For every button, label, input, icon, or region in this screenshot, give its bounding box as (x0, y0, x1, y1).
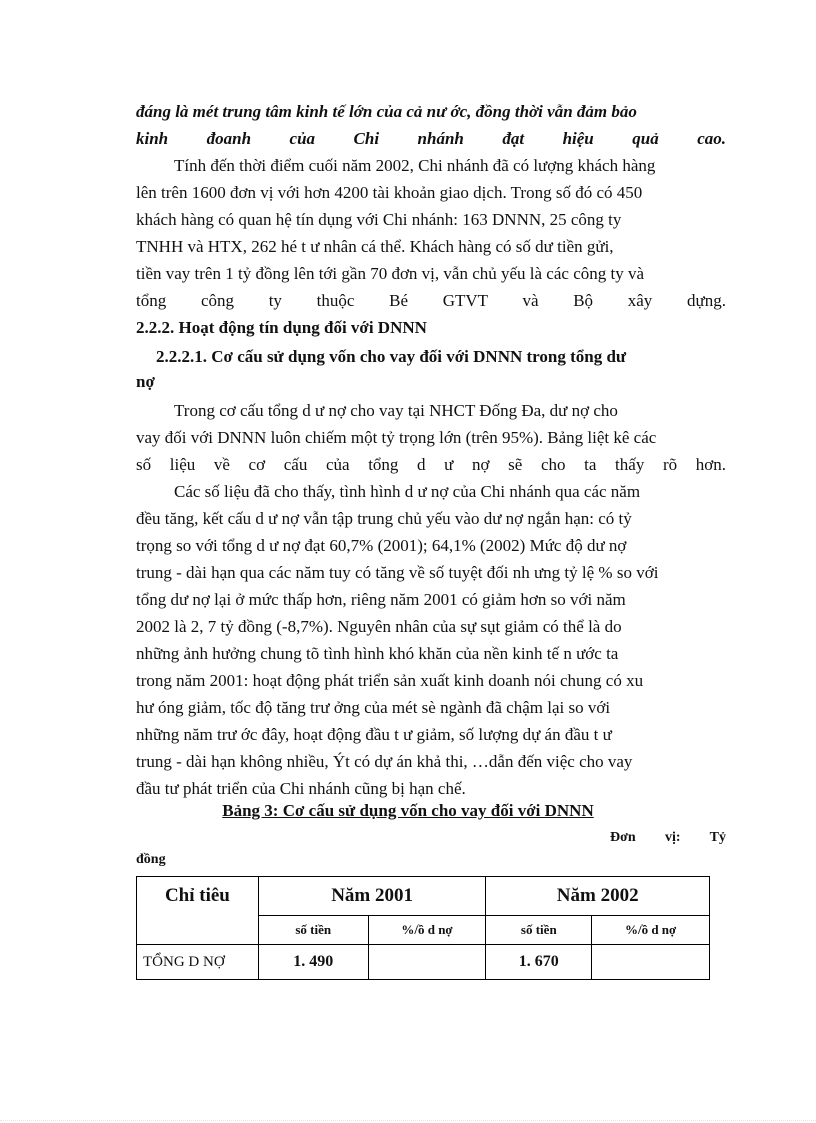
subheader-percent: %/ồ d nợ (592, 916, 710, 945)
subheader-amount: số tiền (258, 916, 368, 945)
text-line: trung - dài hạn qua các năm tuy có tăng về số tuyệt đối nh ưng tỷ lệ % so với (136, 563, 659, 582)
subheader-percent: %/ồ d nợ (368, 916, 486, 945)
header-year-2002: Năm 2002 (486, 877, 710, 916)
text-line: 2002 là 2, 7 tỷ đồng (-8,7%). Nguyên nhân của sự sụt giảm có thể là do (136, 617, 622, 636)
text-line: lên trên 1600 đơn vị với hơn 4200 tài khoản giao dịch. Trong số đó có 450 (136, 183, 643, 202)
text-line: TNHH và HTX, 262 hé t ư nhân cá thể. Khách hàng có số dư tiền gửi, (136, 237, 614, 256)
text-line: Tính đến thời điểm cuối năm 2002, Chi nhánh đã có lượng khách hàng (174, 156, 656, 175)
text-line: hư óng giảm, tốc độ tăng trư ởng của mét sè ngành đã chậm lại so với (136, 698, 611, 717)
section-heading: 2.2.2. Hoạt động tín dụng đối với DNNN (136, 318, 427, 337)
row-label: TỔNG D NỢ (137, 945, 259, 980)
cell-percent-2001 (368, 945, 486, 980)
cell-amount-2002: 1. 670 (486, 945, 592, 980)
text-line: Trong cơ cấu tổng d ư nợ cho vay tại NHCT Đống Đa, dư nợ cho (174, 401, 618, 420)
text-line: số liệu về cơ cấu của tổng d ư nợ sẽ cho ta thấy rõ hơn. (136, 455, 726, 474)
unit-label-cont: đồng (136, 852, 166, 867)
text-line: kinh đoanh của Chi nhánh đạt hiệu quả cao. (136, 129, 726, 148)
text-line: tiền vay trên 1 tỷ đồng lên tới gần 70 đơn vị, vẫn chủ yếu là các công ty và (136, 264, 645, 283)
text-line: trọng so với tổng d ư nợ đạt 60,7% (2001); 64,1% (2002) Mức độ dư nợ (136, 536, 627, 555)
cell-percent-2002 (592, 945, 710, 980)
text-line: khách hàng có quan hệ tín dụng với Chi nhánh: 163 DNNN, 25 công ty (136, 210, 622, 229)
text-line: những năm trư ớc đây, hoạt động đầu t ư giảm, số lượng dự án đầu t ư (136, 725, 612, 744)
text-line: đều tăng, kết cấu d ư nợ vẫn tập trung chủ yếu vào dư nợ ngắn hạn: có tỷ (136, 509, 632, 528)
page-bottom-rule (0, 1120, 816, 1121)
unit-label: Đơn vị: Tỷ (610, 830, 726, 845)
text-line: tổng công ty thuộc Bé GTVT và Bộ xây dựng. (136, 291, 726, 310)
cell-amount-2001: 1. 490 (258, 945, 368, 980)
subsection-heading: 2.2.2.1. Cơ cấu sử dụng vốn cho vay đối với DNNN trong tổng dư (156, 347, 627, 366)
text-line: vay đối với DNNN luôn chiếm một tỷ trọng lớn (trên 95%). Bảng liệt kê các (136, 428, 657, 447)
data-table (136, 876, 710, 980)
subheader-amount: số tiền (486, 916, 592, 945)
text-line: trung - dài hạn không nhiều, Ýt có dự án khả thi, …dẫn đến việc cho vay (136, 752, 633, 771)
text-line: đáng là mét trung tâm kinh tế lớn của cả nư ớc, đồng thời vẫn đảm bảo (136, 102, 637, 121)
text-line: tổng dư nợ lại ở mức thấp hơn, riêng năm 2001 có giảm hơn so với năm (136, 590, 626, 609)
text-line: Các số liệu đã cho thấy, tình hình d ư nợ của Chi nhánh qua các năm (174, 482, 641, 501)
table-row (137, 945, 710, 980)
text-line: đầu tư phát triển của Chi nhánh cũng bị hạn chế. (136, 779, 466, 798)
table-caption: Bảng 3: Cơ cấu sử dụng vốn cho vay đối với DNNN (222, 801, 594, 820)
subsection-heading-cont: nợ (136, 372, 155, 391)
text-line: những ảnh hưởng chung tõ tình hình khó khăn của nền kinh tế n ước ta (136, 644, 619, 663)
header-year-2001: Năm 2001 (258, 877, 486, 916)
header-chi-tieu: Chỉ tiêu (137, 877, 259, 945)
text-line: trong năm 2001: hoạt động phát triển sản xuất kinh doanh nói chung có xu (136, 671, 644, 690)
